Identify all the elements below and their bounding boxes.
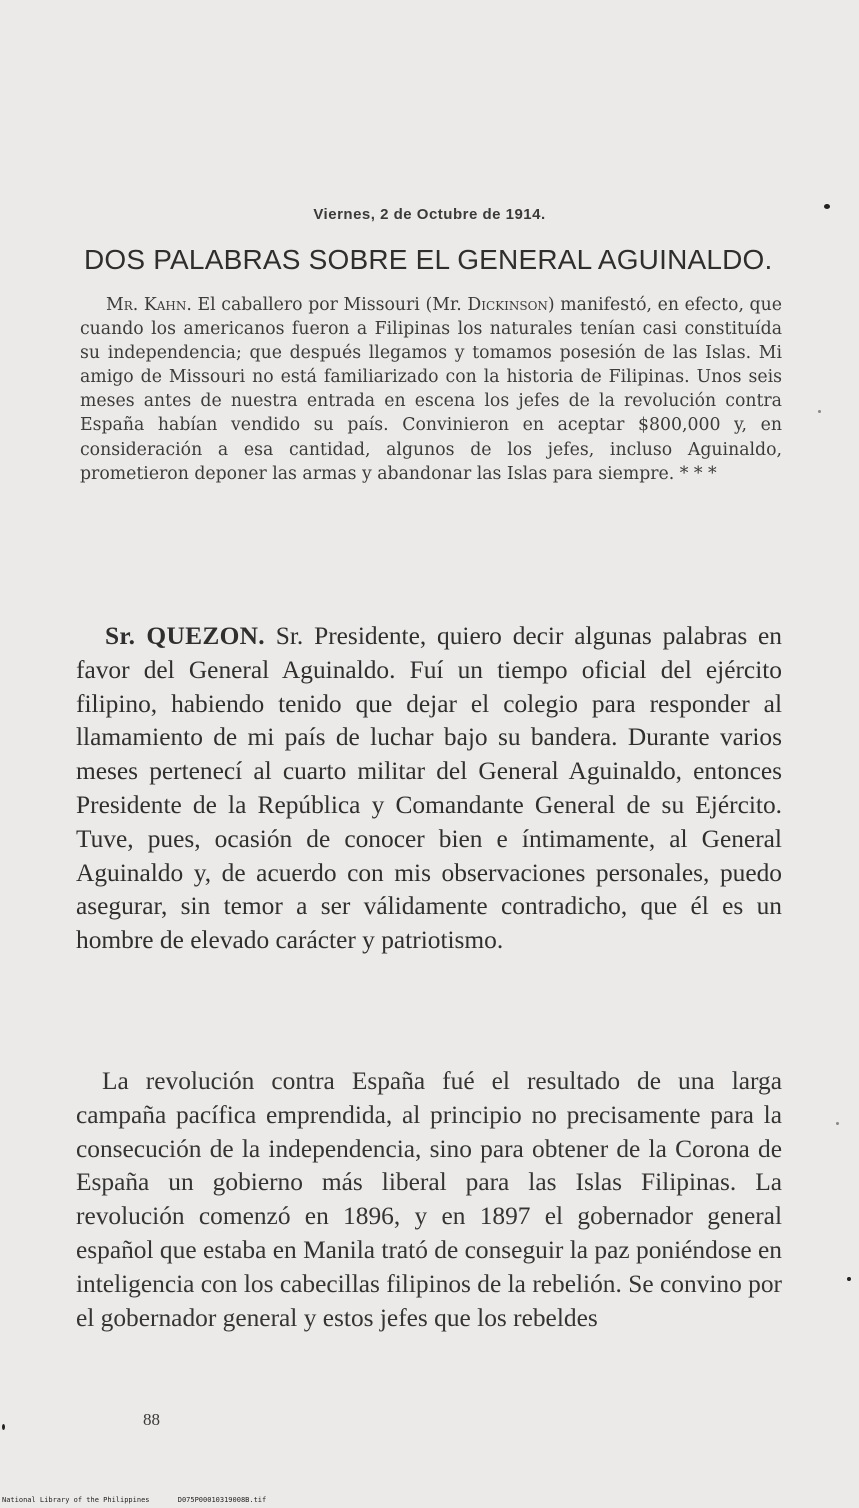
page-title: DOS PALABRAS SOBRE EL GENERAL AGUINALDO. <box>84 244 773 275</box>
scan-footer <box>2 1496 602 1504</box>
footer-file-id: D075P00010319008B.tif <box>177 1496 267 1504</box>
scan-speck <box>2 1424 5 1430</box>
kahn-text-a: El caballero por Missouri (Mr. <box>197 295 462 315</box>
dateline: Viernes, 2 de Octubre de 1914. <box>313 206 546 223</box>
page-number: 88 <box>143 1410 160 1429</box>
footer-library: National Library of the Philippines <box>2 1496 150 1504</box>
speaker-quezon: Sr. QUEZON. <box>105 622 265 650</box>
speaker-kahn: Mr. Kahn. <box>106 295 192 315</box>
scan-speck <box>836 1122 839 1125</box>
scan-speck <box>847 1277 851 1281</box>
scan-speck <box>818 410 821 413</box>
scan-speck <box>824 204 830 209</box>
paragraph-revolucion <box>76 1065 782 1335</box>
paragraph-kahn <box>80 293 782 486</box>
quezon-text: Sr. Presidente, quiero decir algunas palabras en favor del General Aguinaldo. Fuí un tiempo oficial del ejército filipino, habiendo tenido que dejar el colegio para responder al llamamiento de mi país de luchar bajo su bandera. Durante varios meses pertenecí al cuarto militar del General Aguinaldo, entonces Presidente de la República y Comandante General de su Ejército. Tuve, pues, ocasión de conocer bien e íntimamente, al General Aguinaldo y, de acuerdo con mis observaciones personales, puedo asegurar, sin temor a ser válidamente contradicho, que él es un hombre de elevado carácter y patriotismo. <box>76 622 782 955</box>
name-dickinson: Dickinson <box>467 295 548 315</box>
revolucion-text: La revolución contra España fué el resultado de una larga campaña pacífica emprendida, al principio no precisamente para la consecución de la independencia, sino para obtener de la Corona de España un gobierno más liberal para las Islas Filipinas. La revolución comenzó en 1896, y en 1897 el gobernador general español que estaba en Manila trató de conseguir la paz poniéndose en inteligencia con los cabecillas filipinos de la rebelión. Se convino por el gobernador general y estos jefes que los rebeldes <box>76 1067 782 1332</box>
kahn-text-b: ) manifestó, en efecto, que cuando los americanos fueron a Filipinas los naturales tenían casi constituída su independencia; que después llegamos y tomamos posesión de las Islas. Mi amigo de Missouri no está familiarizado con la historia de Filipinas. Unos seis meses antes de nuestra entrada en escena los jefes de la revolución contra España habían vendido su país. Convinieron en aceptar $800,000 y, en consideración a esa cantidad, algunos de los jefes, incluso Aguinaldo, prometieron deponer las armas y abandonar las Islas para siempre. * * * <box>80 295 782 484</box>
paragraph-quezon <box>76 620 782 958</box>
